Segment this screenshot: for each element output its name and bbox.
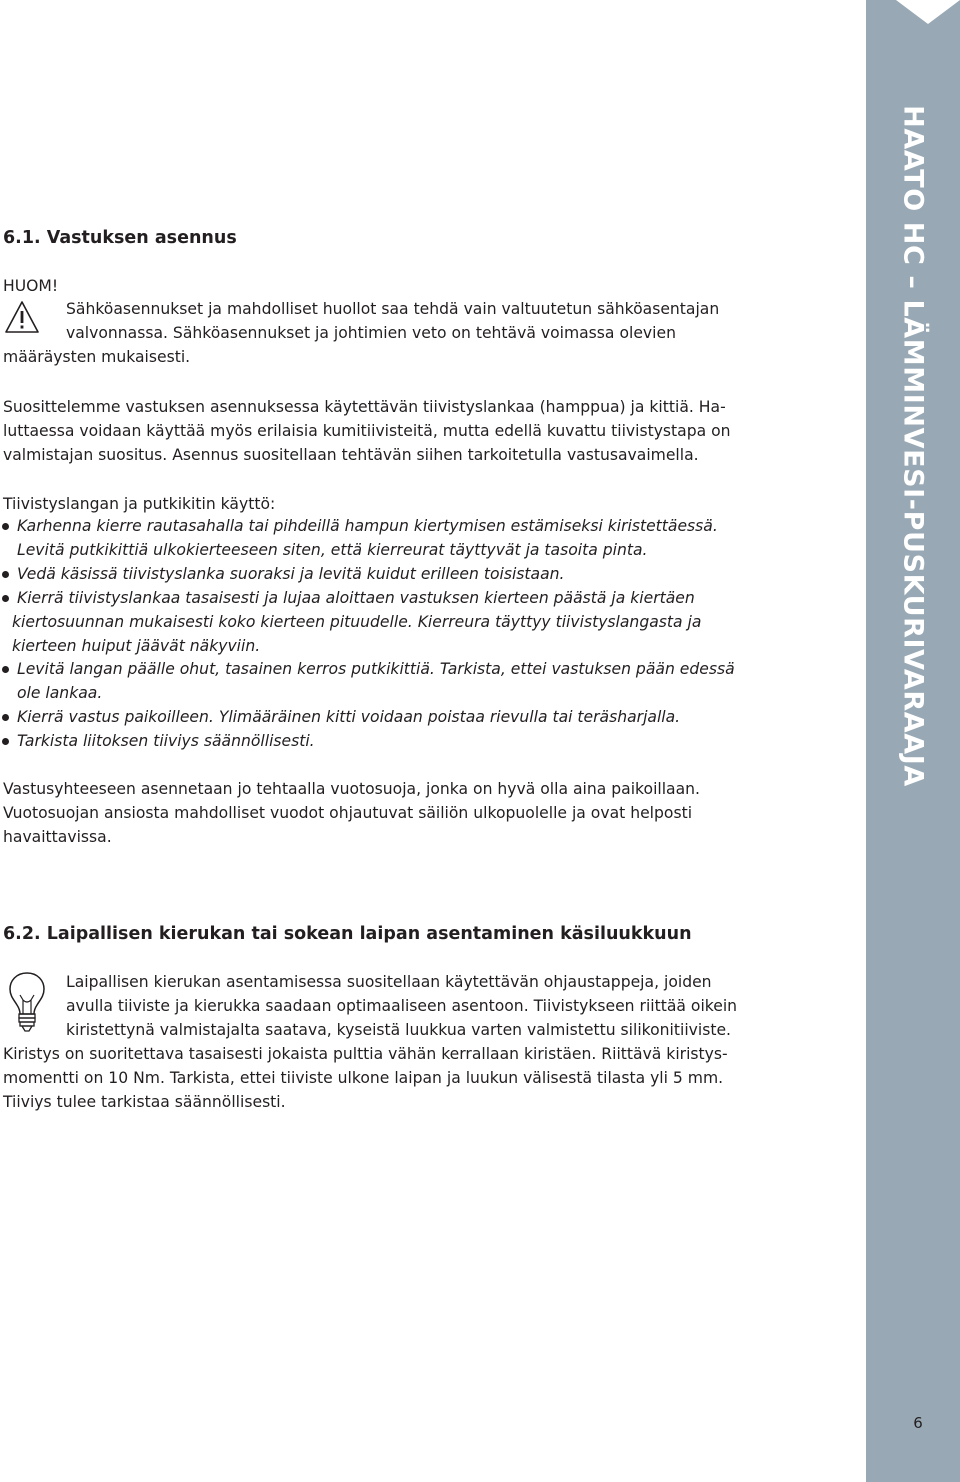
para2-line-3: havaittavissa. [3, 828, 112, 846]
bullet-4-line-2: ole lankaa. [17, 684, 103, 702]
bullet-dot [2, 666, 9, 673]
para3-line-4: Kiristys on suoritettava tasaisesti jokaista pulttia vähän kerrallaan kiristäen. Riittävä kiristys- [3, 1045, 728, 1063]
bullet-3-line-3: kierteen huiput jäävät näkyviin. [12, 637, 261, 655]
bullet-dot [2, 571, 9, 578]
bullet-3-line-2: kiertosuunnan mukaisesti koko kierteen pituudelle. Kierreura täyttyy tiivistyslangasta ja [12, 613, 702, 631]
sidebar-title: HAATO HC – LÄMMINVESI-PUSKURIVARAAJA [897, 105, 929, 787]
bullet-2-line-1: Vedä käsissä tiivistyslanka suoraksi ja levitä kuidut erilleen toisistaan. [17, 565, 565, 583]
list-intro: Tiivistyslangan ja putkikitin käyttö: [3, 495, 276, 513]
page-number: 6 [913, 1414, 923, 1432]
bullet-3-line-1: Kierrä tiivistyslankaa tasaisesti ja lujaa aloittaen vastuksen kierteen päästä ja kiertäen [17, 589, 695, 607]
bullet-dot [2, 714, 9, 721]
warning-line-3: määräysten mukaisesti. [3, 348, 191, 366]
para3-line-6: Tiiviys tulee tarkistaa säännöllisesti. [3, 1093, 286, 1111]
para3-line-5: momentti on 10 Nm. Tarkista, ettei tiiviste ulkone laipan ja luukun välisestä tilasta yli 5 mm. [3, 1069, 724, 1087]
bullet-1-line-1: Karhenna kierre rautasahalla tai pihdeillä hampun kiertymisen estämiseksi kiristettäessä. [17, 517, 718, 535]
para2-line-1: Vastusyhteeseen asennetaan jo tehtaalla vuotosuoja, jonka on hyvä olla aina paikoillaan. [3, 780, 701, 798]
bullet-4-line-1: Levitä langan päälle ohut, tasainen kerros putkikittiä. Tarkista, ettei vastuksen pään edessä [17, 660, 735, 678]
para1-line-1: Suosittelemme vastuksen asennuksessa käytettävän tiivistyslankaa (hamppua) ja kittiä. Ha- [3, 398, 726, 416]
para3-line-3: kiristettynä valmistajalta saatava, kyseistä luukkua varten valmistettu silikonitiiviste. [66, 1021, 732, 1039]
bullet-6-line-1: Tarkista liitoksen tiiviys säännöllisesti. [17, 732, 315, 750]
note-label: HUOM! [3, 277, 59, 295]
section-heading-6-1: 6.1. Vastuksen asennus [3, 228, 237, 248]
bullet-dot [2, 523, 9, 530]
para2-line-2: Vuotosuojan ansiosta mahdolliset vuodot ohjautuvat säiliön ulkopuolelle ja ovat helposti [3, 804, 693, 822]
section-heading-6-2: 6.2. Laipallisen kierukan tai sokean laipan asentaminen käsiluukkuun [3, 924, 692, 944]
lightbulb-icon [6, 970, 48, 1034]
sidebar-notch [866, 0, 960, 26]
para3-line-1: Laipallisen kierukan asentamisessa suositellaan käytettävän ohjaustappeja, joiden [66, 973, 712, 991]
warning-line-1: Sähköasennukset ja mahdolliset huollot saa tehdä vain valtuutetun sähköasentajan [66, 300, 720, 318]
para1-line-2: luttaessa voidaan käyttää myös erilaisia kumitiivisteitä, mutta edellä kuvattu tiivistystapa on [3, 422, 731, 440]
bullet-dot [2, 738, 9, 745]
warning-icon [4, 300, 40, 334]
para3-line-2: avulla tiiviste ja kierukka saadaan optimaaliseen asentoon. Tiivistykseen riittää oikein [66, 997, 738, 1015]
bullet-dot [2, 595, 9, 602]
para1-line-3: valmistajan suositus. Asennus suositellaan tehtävän siihen tarkoitetulla vastusavaimella. [3, 446, 699, 464]
bullet-5-line-1: Kierrä vastus paikoilleen. Ylimääräinen kitti voidaan poistaa rievulla tai teräsharjalla. [17, 708, 681, 726]
warning-line-2: valvonnassa. Sähköasennukset ja johtimien veto on tehtävä voimassa olevien [66, 324, 676, 342]
bullet-1-line-2: Levitä putkikittiä ulkokierteeseen siten, että kierreurat täyttyvät ja tasoita pinta. [17, 541, 648, 559]
